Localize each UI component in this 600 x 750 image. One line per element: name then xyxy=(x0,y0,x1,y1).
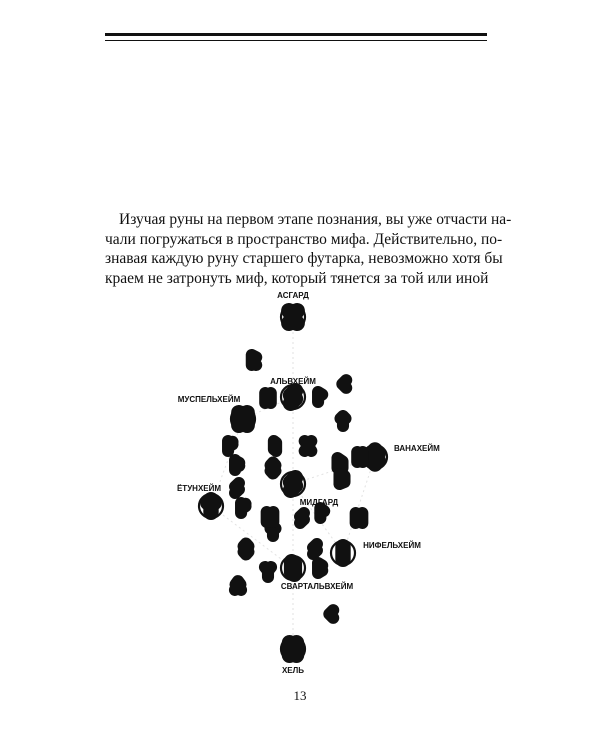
world-rune-glyph xyxy=(290,643,297,656)
loose-rune-glyph xyxy=(357,452,363,462)
connection-line xyxy=(211,506,293,568)
loose-rune-glyph xyxy=(340,474,345,484)
loose-rune-glyph xyxy=(318,392,322,402)
paragraph-line: знавая каждую руну старшего футарка, невозможно хотя бы xyxy=(105,250,503,267)
loose-rune-glyph xyxy=(341,416,346,426)
world-label: МИДГАРД xyxy=(299,498,339,507)
paragraph-line: чали погружаться в пространство мифа. Действительно, по- xyxy=(105,230,503,248)
loose-rune-glyph xyxy=(235,581,241,590)
world-label: СВАРТАЛЬВХЕЙМ xyxy=(280,582,354,591)
world-label: ЁТУНХЕЙМ xyxy=(176,484,222,493)
loose-rune-glyph xyxy=(235,483,239,493)
world-nodes xyxy=(177,291,440,675)
loose-rune-glyph xyxy=(338,458,343,468)
world-label: ВАНАХЕЙМ xyxy=(394,444,440,453)
loose-rune-glyph xyxy=(241,503,245,513)
loose-rune-glyph xyxy=(267,512,274,522)
world-node xyxy=(281,472,339,507)
loose-rune-glyph xyxy=(305,441,312,451)
world-rune-glyph xyxy=(291,391,296,404)
loose-rune-glyph xyxy=(320,508,324,518)
world-label: НИФЕЛЬХЕЙМ xyxy=(363,541,421,550)
loose-rune-glyph xyxy=(300,513,304,523)
loose-rune-glyph xyxy=(244,544,249,555)
loose-rune-glyph xyxy=(265,393,271,403)
loose-rune-glyph xyxy=(356,513,363,523)
page-number: 13 xyxy=(293,688,307,703)
world-node xyxy=(281,637,305,675)
world-node xyxy=(177,484,223,518)
loose-rune-glyph xyxy=(313,544,317,554)
loose-rune-glyph xyxy=(228,441,232,451)
paragraph-line: Изучая руны на первом этапе познания, вы уже отчасти на- xyxy=(119,211,512,228)
loose-rune-glyph xyxy=(265,567,271,577)
loose-rune-glyph xyxy=(235,460,239,470)
world-label: АЛЬВХЕЙМ xyxy=(270,377,316,386)
world-rune-glyph xyxy=(291,478,296,491)
loose-rune-glyph xyxy=(342,380,346,388)
world-node xyxy=(363,444,440,469)
world-rune-glyph xyxy=(289,311,297,324)
world-rune-glyph xyxy=(208,500,214,513)
world-node xyxy=(277,291,309,329)
paragraph-line: краем не затронуть миф, который тянется за той или иной xyxy=(105,269,489,287)
world-rune-glyph xyxy=(239,413,247,426)
loose-rune-glyph xyxy=(329,610,333,618)
loose-rune-glyph xyxy=(252,355,256,365)
loose-rune-glyph xyxy=(274,441,276,451)
world-rune-glyph xyxy=(292,562,295,575)
loose-rune-glyph xyxy=(271,463,276,474)
world-node xyxy=(178,395,255,431)
world-rune-glyph xyxy=(372,450,378,464)
world-label: МУСПЕЛЬХЕЙМ xyxy=(177,395,241,404)
world-label: ХЕЛЬ xyxy=(281,666,305,675)
loose-rune-glyph xyxy=(318,563,322,573)
world-label: АСГАРД xyxy=(277,291,309,300)
world-node xyxy=(331,541,421,565)
world-node xyxy=(270,377,316,409)
